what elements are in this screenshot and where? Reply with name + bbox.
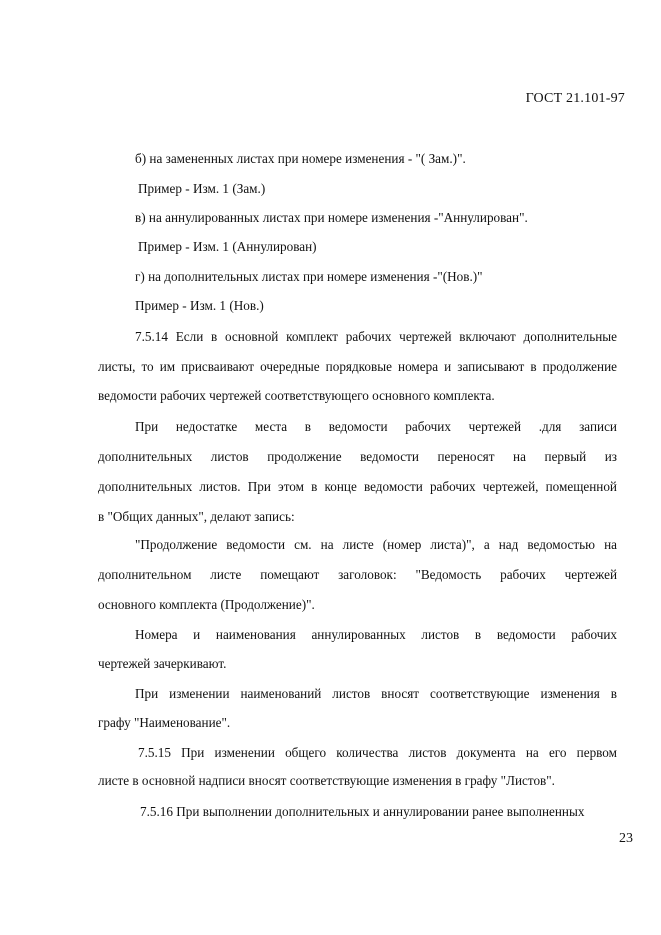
text-line: 7.5.16 При выполнении дополнительных и аннулировании ранее выполненных — [140, 804, 585, 819]
text-line: дополнительных листов продолжение ведомости переносят на первый из — [98, 449, 617, 464]
text-line: Пример - Изм. 1 (Зам.) — [138, 181, 266, 196]
text-line: Пример - Изм. 1 (Аннулирован) — [138, 239, 317, 254]
page-number: 23 — [619, 831, 633, 846]
text-line: При изменении наименований листов вносят соответствующие изменения в — [135, 686, 617, 701]
text-line: в "Общих данных", делают запись: — [98, 509, 295, 524]
text-line: листы, то им присваивают очередные порядковые номера и записывают в продолжение — [98, 359, 617, 374]
text-line: Номера и наименования аннулированных листов в ведомости рабочих — [135, 627, 617, 642]
text-line: 7.5.14 Если в основной комплект рабочих чертежей включают дополнительные — [135, 329, 617, 344]
text-line: графу "Наименование". — [98, 715, 231, 730]
text-line: основного комплекта (Продолжение)". — [98, 597, 315, 612]
text-line: 7.5.15 При изменении общего количества листов документа на его первом — [138, 745, 617, 760]
text-line: ведомости рабочих чертежей соответствующего основного комплекта. — [98, 388, 495, 403]
text-line: чертежей зачеркивают. — [98, 656, 227, 671]
text-line: Пример - Изм. 1 (Нов.) — [135, 298, 264, 313]
text-line: г) на дополнительных листах при номере изменения -"(Нов.)" — [135, 269, 483, 284]
text-line: При недостатке места в ведомости рабочих чертежей .для записи — [135, 419, 617, 434]
document-code-header: ГОСТ 21.101-97 — [525, 91, 625, 106]
text-line: "Продолжение ведомости см. на листе (номер листа)", а над ведомостью на — [135, 537, 617, 552]
text-line: листе в основной надписи вносят соответствующие изменения в графу "Листов". — [98, 773, 555, 788]
text-line: б) на замененных листах при номере изменения - "( Зам.)". — [135, 151, 466, 166]
text-line: дополнительном листе помещают заголовок: "Ведомость рабочих чертежей — [98, 567, 617, 582]
text-line: в) на аннулированных листах при номере изменения -"Аннулирован". — [135, 210, 528, 225]
text-line: дополнительных листов. При этом в конце ведомости рабочих чертежей, помещенной — [98, 479, 617, 494]
